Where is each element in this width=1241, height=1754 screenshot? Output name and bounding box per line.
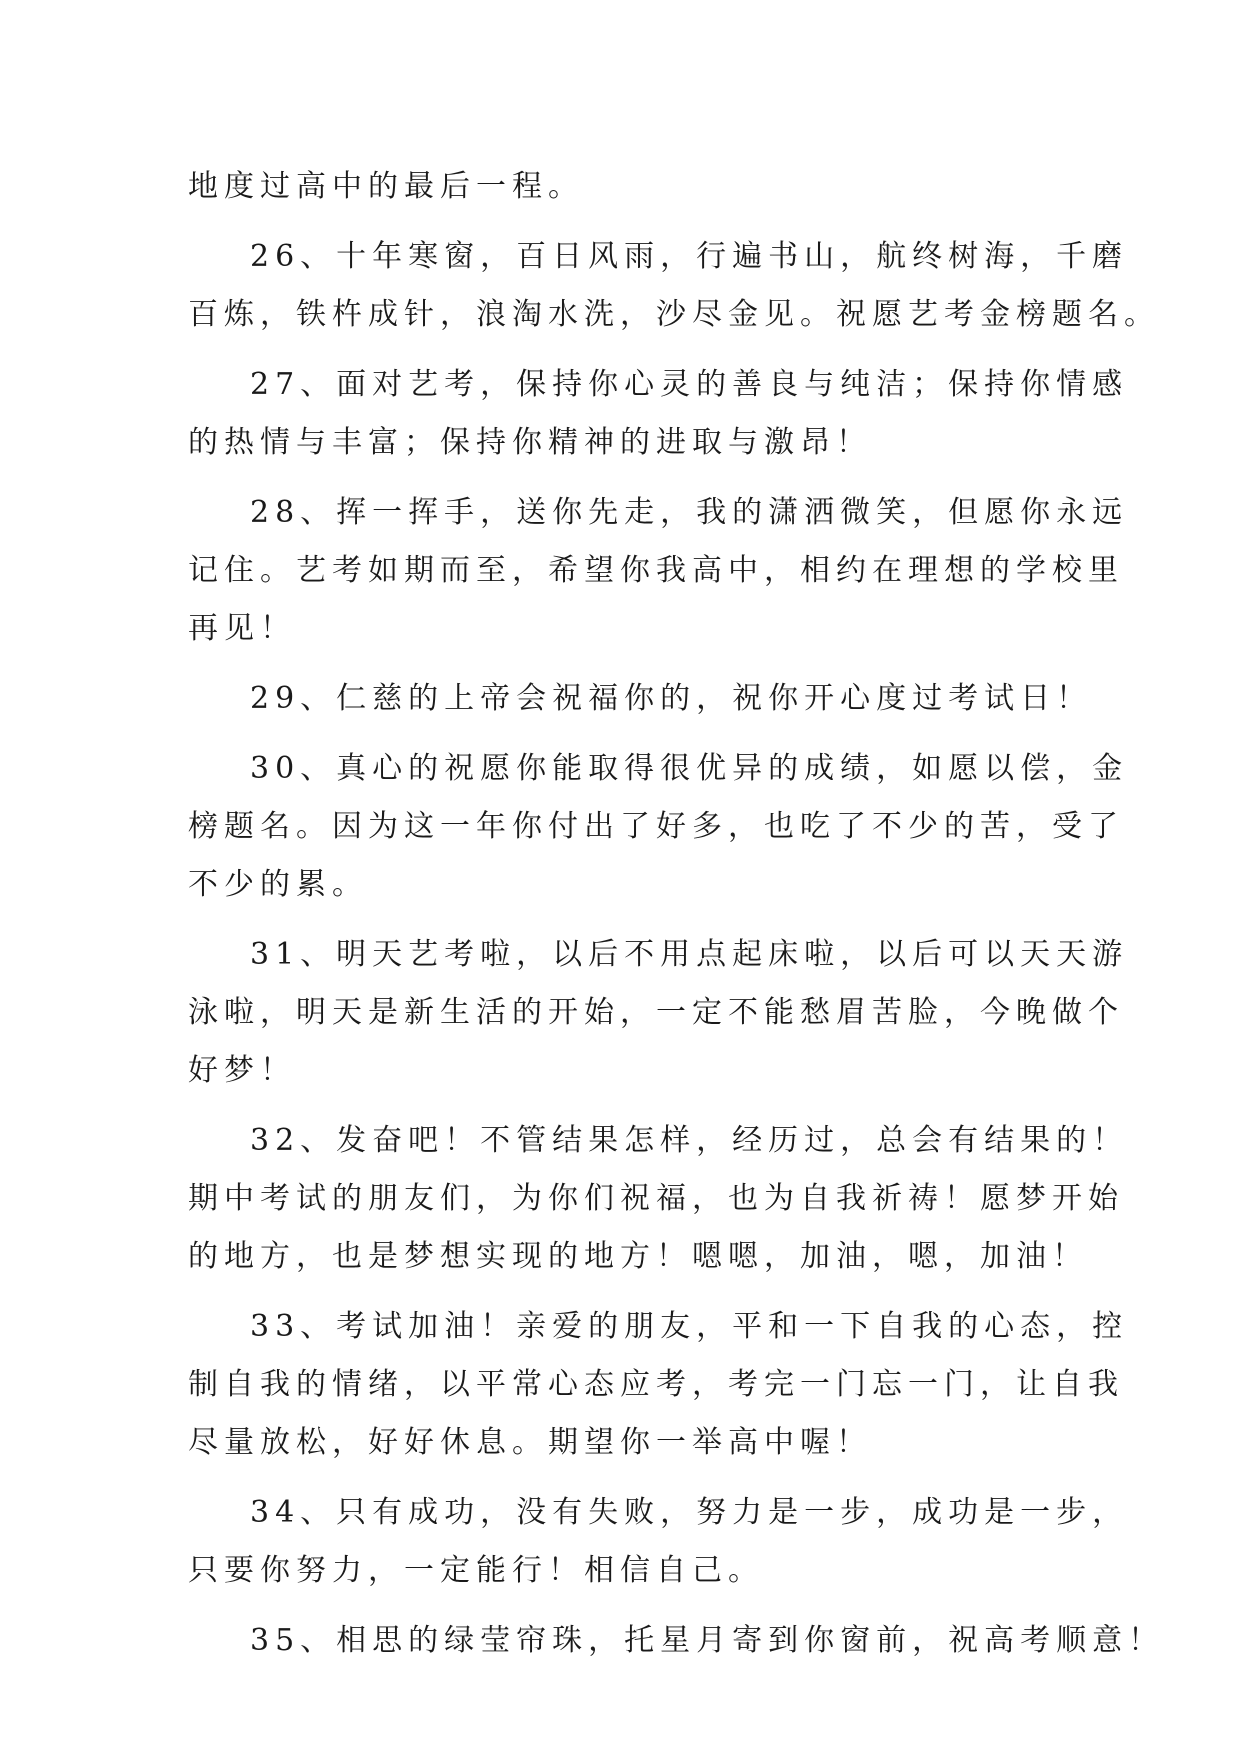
text-line: 31、明天艺考啦，以后不用点起床啦，以后可以天天游 — [250, 937, 1129, 972]
text-line: 33、考试加油！亲爱的朋友，平和一下自我的心态，控 — [250, 1309, 1129, 1344]
paragraph-p26 — [188, 228, 1160, 344]
text-line: 再见！ — [188, 611, 296, 646]
text-line: 的热情与丰富；保持你精神的进取与激昂！ — [188, 425, 872, 460]
text-line: 好梦！ — [188, 1053, 296, 1088]
text-line: 28、挥一挥手，送你先走，我的潇洒微笑，但愿你永远 — [250, 495, 1129, 530]
text-line: 的地方，也是梦想实现的地方！嗯嗯，加油，嗯，加油！ — [188, 1239, 1088, 1274]
paragraph-p27 — [188, 356, 1129, 472]
document-body — [188, 158, 1165, 1670]
text-line: 制自我的情绪，以平常心态应考，考完一门忘一门，让自我 — [188, 1367, 1124, 1402]
text-line: 只要你努力，一定能行！相信自己。 — [188, 1553, 764, 1588]
text-line: 32、发奋吧！不管结果怎样，经历过，总会有结果的！ — [250, 1123, 1129, 1158]
text-line: 期中考试的朋友们，为你们祝福，也为自我祈祷！愿梦开始 — [188, 1181, 1124, 1216]
paragraph-p33 — [188, 1298, 1129, 1472]
text-line: 尽量放松，好好休息。期望你一举高中喔！ — [188, 1425, 872, 1460]
paragraph-p25-tail — [188, 158, 1060, 216]
paragraph-p35 — [188, 1612, 1165, 1670]
text-line: 29、仁慈的上帝会祝福你的，祝你开心度过考试日！ — [250, 681, 1093, 716]
text-line: 地度过高中的最后一程。 — [188, 169, 584, 204]
text-line: 27、面对艺考，保持你心灵的善良与纯洁；保持你情感 — [250, 367, 1129, 402]
text-line: 泳啦，明天是新生活的开始，一定不能愁眉苦脸，今晚做个 — [188, 995, 1124, 1030]
paragraph-p30 — [188, 740, 1129, 914]
text-line: 榜题名。因为这一年你付出了好多，也吃了不少的苦，受了 — [188, 809, 1124, 844]
text-line: 35、相思的绿莹帘珠，托星月寄到你窗前，祝高考顺意！ — [250, 1623, 1165, 1658]
paragraph-p31 — [188, 926, 1129, 1100]
text-line: 记住。艺考如期而至，希望你我高中，相约在理想的学校里 — [188, 553, 1124, 588]
paragraph-p29 — [188, 670, 1093, 728]
text-line: 26、十年寒窗，百日风雨，行遍书山，航终树海，千磨 — [250, 239, 1129, 274]
paragraph-p32 — [188, 1112, 1129, 1286]
paragraph-p34 — [188, 1484, 1129, 1600]
text-line: 30、真心的祝愿你能取得很优异的成绩，如愿以偿，金 — [250, 751, 1129, 786]
paragraph-p28 — [188, 484, 1129, 658]
text-line: 百炼，铁杵成针，浪淘水洗，沙尽金见。祝愿艺考金榜题名。 — [188, 297, 1160, 332]
text-line: 不少的累。 — [188, 867, 368, 902]
text-line: 34、只有成功，没有失败，努力是一步，成功是一步， — [250, 1495, 1129, 1530]
